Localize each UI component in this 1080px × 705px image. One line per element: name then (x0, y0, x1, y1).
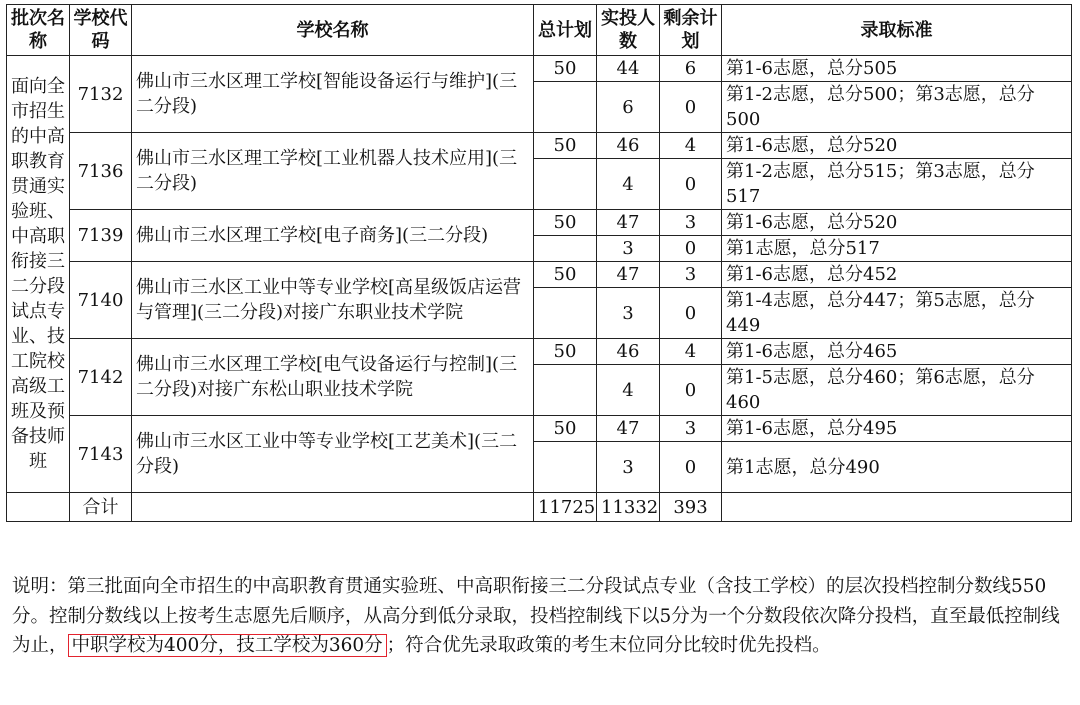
plan-cell (534, 442, 597, 493)
plan-cell: 50 (534, 262, 597, 288)
admission-table (6, 4, 1072, 522)
plan-cell (534, 159, 597, 210)
highlighted-score-lines: 中职学校为400分，技工学校为360分 (68, 634, 387, 657)
remain-cell: 4 (660, 133, 722, 159)
standard-cell: 第1-6志愿，总分520 (722, 210, 1072, 236)
standard-cell: 第1-6志愿，总分465 (722, 339, 1072, 365)
header-plan: 总计划 (534, 5, 597, 56)
header-code: 学校代码 (70, 5, 132, 56)
note-text: 说明：第三批面向全市招生的中高职教育贯通实验班、中高职衔接三二分段试点专业（含技工学校）的层次投档控制分数线550分。控制分数线以上按考生志愿先后顺序，从高分到低分录取，投档控制线下以5分为一个分数段依次降分投档，直至最低控制线为止， (12, 576, 1060, 656)
standard-cell: 第1-2志愿，总分515；第3志愿，总分517 (722, 159, 1072, 210)
plan-cell: 50 (534, 133, 597, 159)
plan-cell: 50 (534, 416, 597, 442)
table-row (7, 262, 1072, 288)
header-remain: 剩余计划 (660, 5, 722, 56)
total-row (7, 493, 1072, 522)
total-school-cell (132, 493, 534, 522)
actual-cell: 6 (597, 82, 660, 133)
batch-name-cell: 面向全市招生的中高职教育贯通实验班、中高职衔接三二分段试点专业、技工院校高级工班及预备技师班 (7, 56, 70, 493)
remain-cell: 6 (660, 56, 722, 82)
table-row (7, 133, 1072, 159)
actual-cell: 47 (597, 416, 660, 442)
table-row (7, 416, 1072, 442)
school-name: 佛山市三水区理工学校[工业机器人技术应用](三二分段) (132, 133, 534, 210)
header-actual: 实投人数 (597, 5, 660, 56)
remain-cell: 3 (660, 210, 722, 236)
total-plan: 11725 (534, 493, 597, 522)
actual-cell: 3 (597, 236, 660, 262)
remain-cell: 0 (660, 288, 722, 339)
school-name: 佛山市三水区工业中等专业学校[工艺美术](三二分段) (132, 416, 534, 493)
total-actual: 11332 (597, 493, 660, 522)
header-row (7, 5, 1072, 56)
school-code: 7136 (70, 133, 132, 210)
actual-cell: 46 (597, 339, 660, 365)
school-name: 佛山市三水区工业中等专业学校[高星级饭店运营与管理](三二分段)对接广东职业技术学院 (132, 262, 534, 339)
table-row (7, 56, 1072, 82)
remain-cell: 3 (660, 416, 722, 442)
actual-cell: 44 (597, 56, 660, 82)
actual-cell: 4 (597, 365, 660, 416)
standard-cell: 第1-5志愿，总分460；第6志愿，总分460 (722, 365, 1072, 416)
plan-cell: 50 (534, 210, 597, 236)
plan-cell (534, 365, 597, 416)
school-code: 7139 (70, 210, 132, 262)
actual-cell: 3 (597, 442, 660, 493)
standard-cell: 第1志愿，总分490 (722, 442, 1072, 493)
school-name: 佛山市三水区理工学校[电气设备运行与控制](三二分段)对接广东松山职业技术学院 (132, 339, 534, 416)
school-code: 7143 (70, 416, 132, 493)
remain-cell: 0 (660, 365, 722, 416)
remain-cell: 3 (660, 262, 722, 288)
note-text-end: ；符合优先录取政策的考生末位同分比较时优先投档。 (386, 635, 831, 656)
actual-cell: 4 (597, 159, 660, 210)
total-empty-cell (7, 493, 70, 522)
school-code: 7132 (70, 56, 132, 133)
remain-cell: 4 (660, 339, 722, 365)
standard-cell: 第1-2志愿，总分500；第3志愿，总分500 (722, 82, 1072, 133)
standard-cell: 第1-6志愿，总分505 (722, 56, 1072, 82)
standard-cell: 第1-6志愿，总分495 (722, 416, 1072, 442)
plan-cell (534, 82, 597, 133)
school-code: 7140 (70, 262, 132, 339)
standard-cell: 第1志愿，总分517 (722, 236, 1072, 262)
header-batch: 批次名称 (7, 5, 70, 56)
total-standard-cell (722, 493, 1072, 522)
standard-cell: 第1-4志愿，总分447；第5志愿，总分449 (722, 288, 1072, 339)
remain-cell: 0 (660, 442, 722, 493)
remain-cell: 0 (660, 236, 722, 262)
actual-cell: 47 (597, 262, 660, 288)
header-standard: 录取标准 (722, 5, 1072, 56)
total-remain: 393 (660, 493, 722, 522)
actual-cell: 46 (597, 133, 660, 159)
plan-cell: 50 (534, 339, 597, 365)
actual-cell: 3 (597, 288, 660, 339)
remain-cell: 0 (660, 82, 722, 133)
remain-cell: 0 (660, 159, 722, 210)
standard-cell: 第1-6志愿，总分452 (722, 262, 1072, 288)
header-school: 学校名称 (132, 5, 534, 56)
school-code: 7142 (70, 339, 132, 416)
explanation-note (12, 572, 1074, 661)
standard-cell: 第1-6志愿，总分520 (722, 133, 1072, 159)
school-name: 佛山市三水区理工学校[智能设备运行与维护](三二分段) (132, 56, 534, 133)
plan-cell (534, 288, 597, 339)
plan-cell (534, 236, 597, 262)
school-name: 佛山市三水区理工学校[电子商务](三二分段) (132, 210, 534, 262)
table-row (7, 339, 1072, 365)
plan-cell: 50 (534, 56, 597, 82)
table-row (7, 210, 1072, 236)
total-label: 合计 (70, 493, 132, 522)
actual-cell: 47 (597, 210, 660, 236)
